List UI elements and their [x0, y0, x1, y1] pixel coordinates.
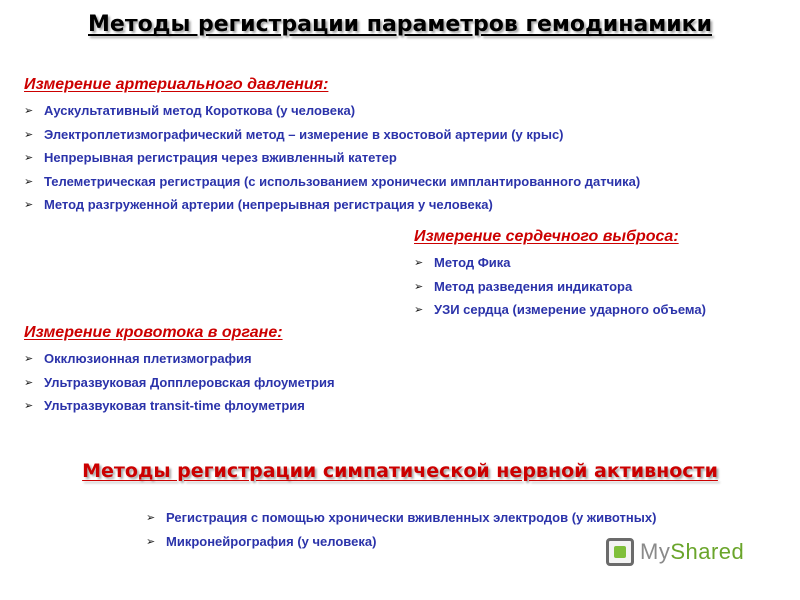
organ-blood-flow-list	[24, 347, 335, 418]
list-item	[24, 371, 335, 395]
list-item	[24, 394, 335, 418]
blood-pressure-section	[24, 76, 640, 217]
list-item-text: Электроплетизмографический метод – измерение в хвостовой артерии (у крыс)	[44, 126, 564, 142]
sympathetic-activity-list	[146, 506, 656, 553]
arrow-bullet-icon: ➢	[414, 279, 424, 293]
list-item	[24, 170, 640, 194]
list-item-text: Ультразвуковая transit-time флоуметрия	[44, 398, 305, 414]
cardiac-output-list	[414, 251, 706, 322]
list-item-text: Регистрация с помощью хронически вживленных электродов (у животных)	[166, 510, 657, 526]
myshared-logo	[606, 538, 744, 566]
list-item	[414, 298, 706, 322]
arrow-bullet-icon: ➢	[146, 534, 156, 548]
list-item	[24, 146, 640, 170]
myshared-logo-text: MyShared	[640, 539, 745, 564]
sympathetic-activity-title: Методы регистрации симпатической нервной активности	[82, 460, 718, 482]
cardiac-output-heading: Измерение сердечного выброса:	[414, 228, 679, 245]
list-item	[414, 251, 706, 275]
list-item-text: Микронейрография (у человека)	[166, 533, 377, 549]
list-item	[146, 506, 656, 530]
list-item	[414, 275, 706, 299]
list-item	[24, 99, 640, 123]
cardiac-output-section	[414, 228, 706, 322]
list-item-text: Метод разведения индикатора	[434, 278, 633, 294]
arrow-bullet-icon: ➢	[414, 303, 424, 317]
arrow-bullet-icon: ➢	[24, 352, 34, 366]
list-item-text: Аускультативный метод Короткова (у человека)	[44, 103, 356, 119]
list-item	[24, 347, 335, 371]
blood-pressure-heading: Измерение артериального давления:	[24, 76, 329, 93]
myshared-logo-icon	[606, 538, 634, 566]
arrow-bullet-icon: ➢	[24, 198, 34, 212]
list-item-text: УЗИ сердца (измерение ударного объема)	[434, 302, 706, 318]
arrow-bullet-icon: ➢	[24, 127, 34, 141]
arrow-bullet-icon: ➢	[414, 256, 424, 270]
list-item-text: Ультразвуковая Допплеровская флоуметрия	[44, 374, 335, 390]
arrow-bullet-icon: ➢	[24, 375, 34, 389]
arrow-bullet-icon: ➢	[24, 151, 34, 165]
organ-blood-flow-section	[24, 324, 335, 418]
arrow-bullet-icon: ➢	[24, 399, 34, 413]
list-item-text: Телеметрическая регистрация (с использованием хронически имплантированного датчика)	[44, 173, 641, 189]
list-item	[24, 193, 640, 217]
list-item-text: Метод разгруженной артерии (непрерывная регистрация у человека)	[44, 197, 493, 213]
arrow-bullet-icon: ➢	[24, 174, 34, 188]
list-item	[24, 123, 640, 147]
arrow-bullet-icon: ➢	[24, 104, 34, 118]
list-item-text: Метод Фика	[434, 255, 511, 271]
page-title: Методы регистрации параметров гемодинамики	[88, 12, 712, 37]
arrow-bullet-icon: ➢	[146, 511, 156, 525]
blood-pressure-list	[24, 99, 640, 217]
list-item-text: Непрерывная регистрация через вживленный катетер	[44, 150, 397, 166]
list-item-text: Окклюзионная плетизмография	[44, 351, 252, 367]
sympathetic-activity-section	[146, 506, 656, 553]
list-item	[146, 530, 656, 554]
organ-blood-flow-heading: Измерение кровотока в органе:	[24, 324, 283, 341]
